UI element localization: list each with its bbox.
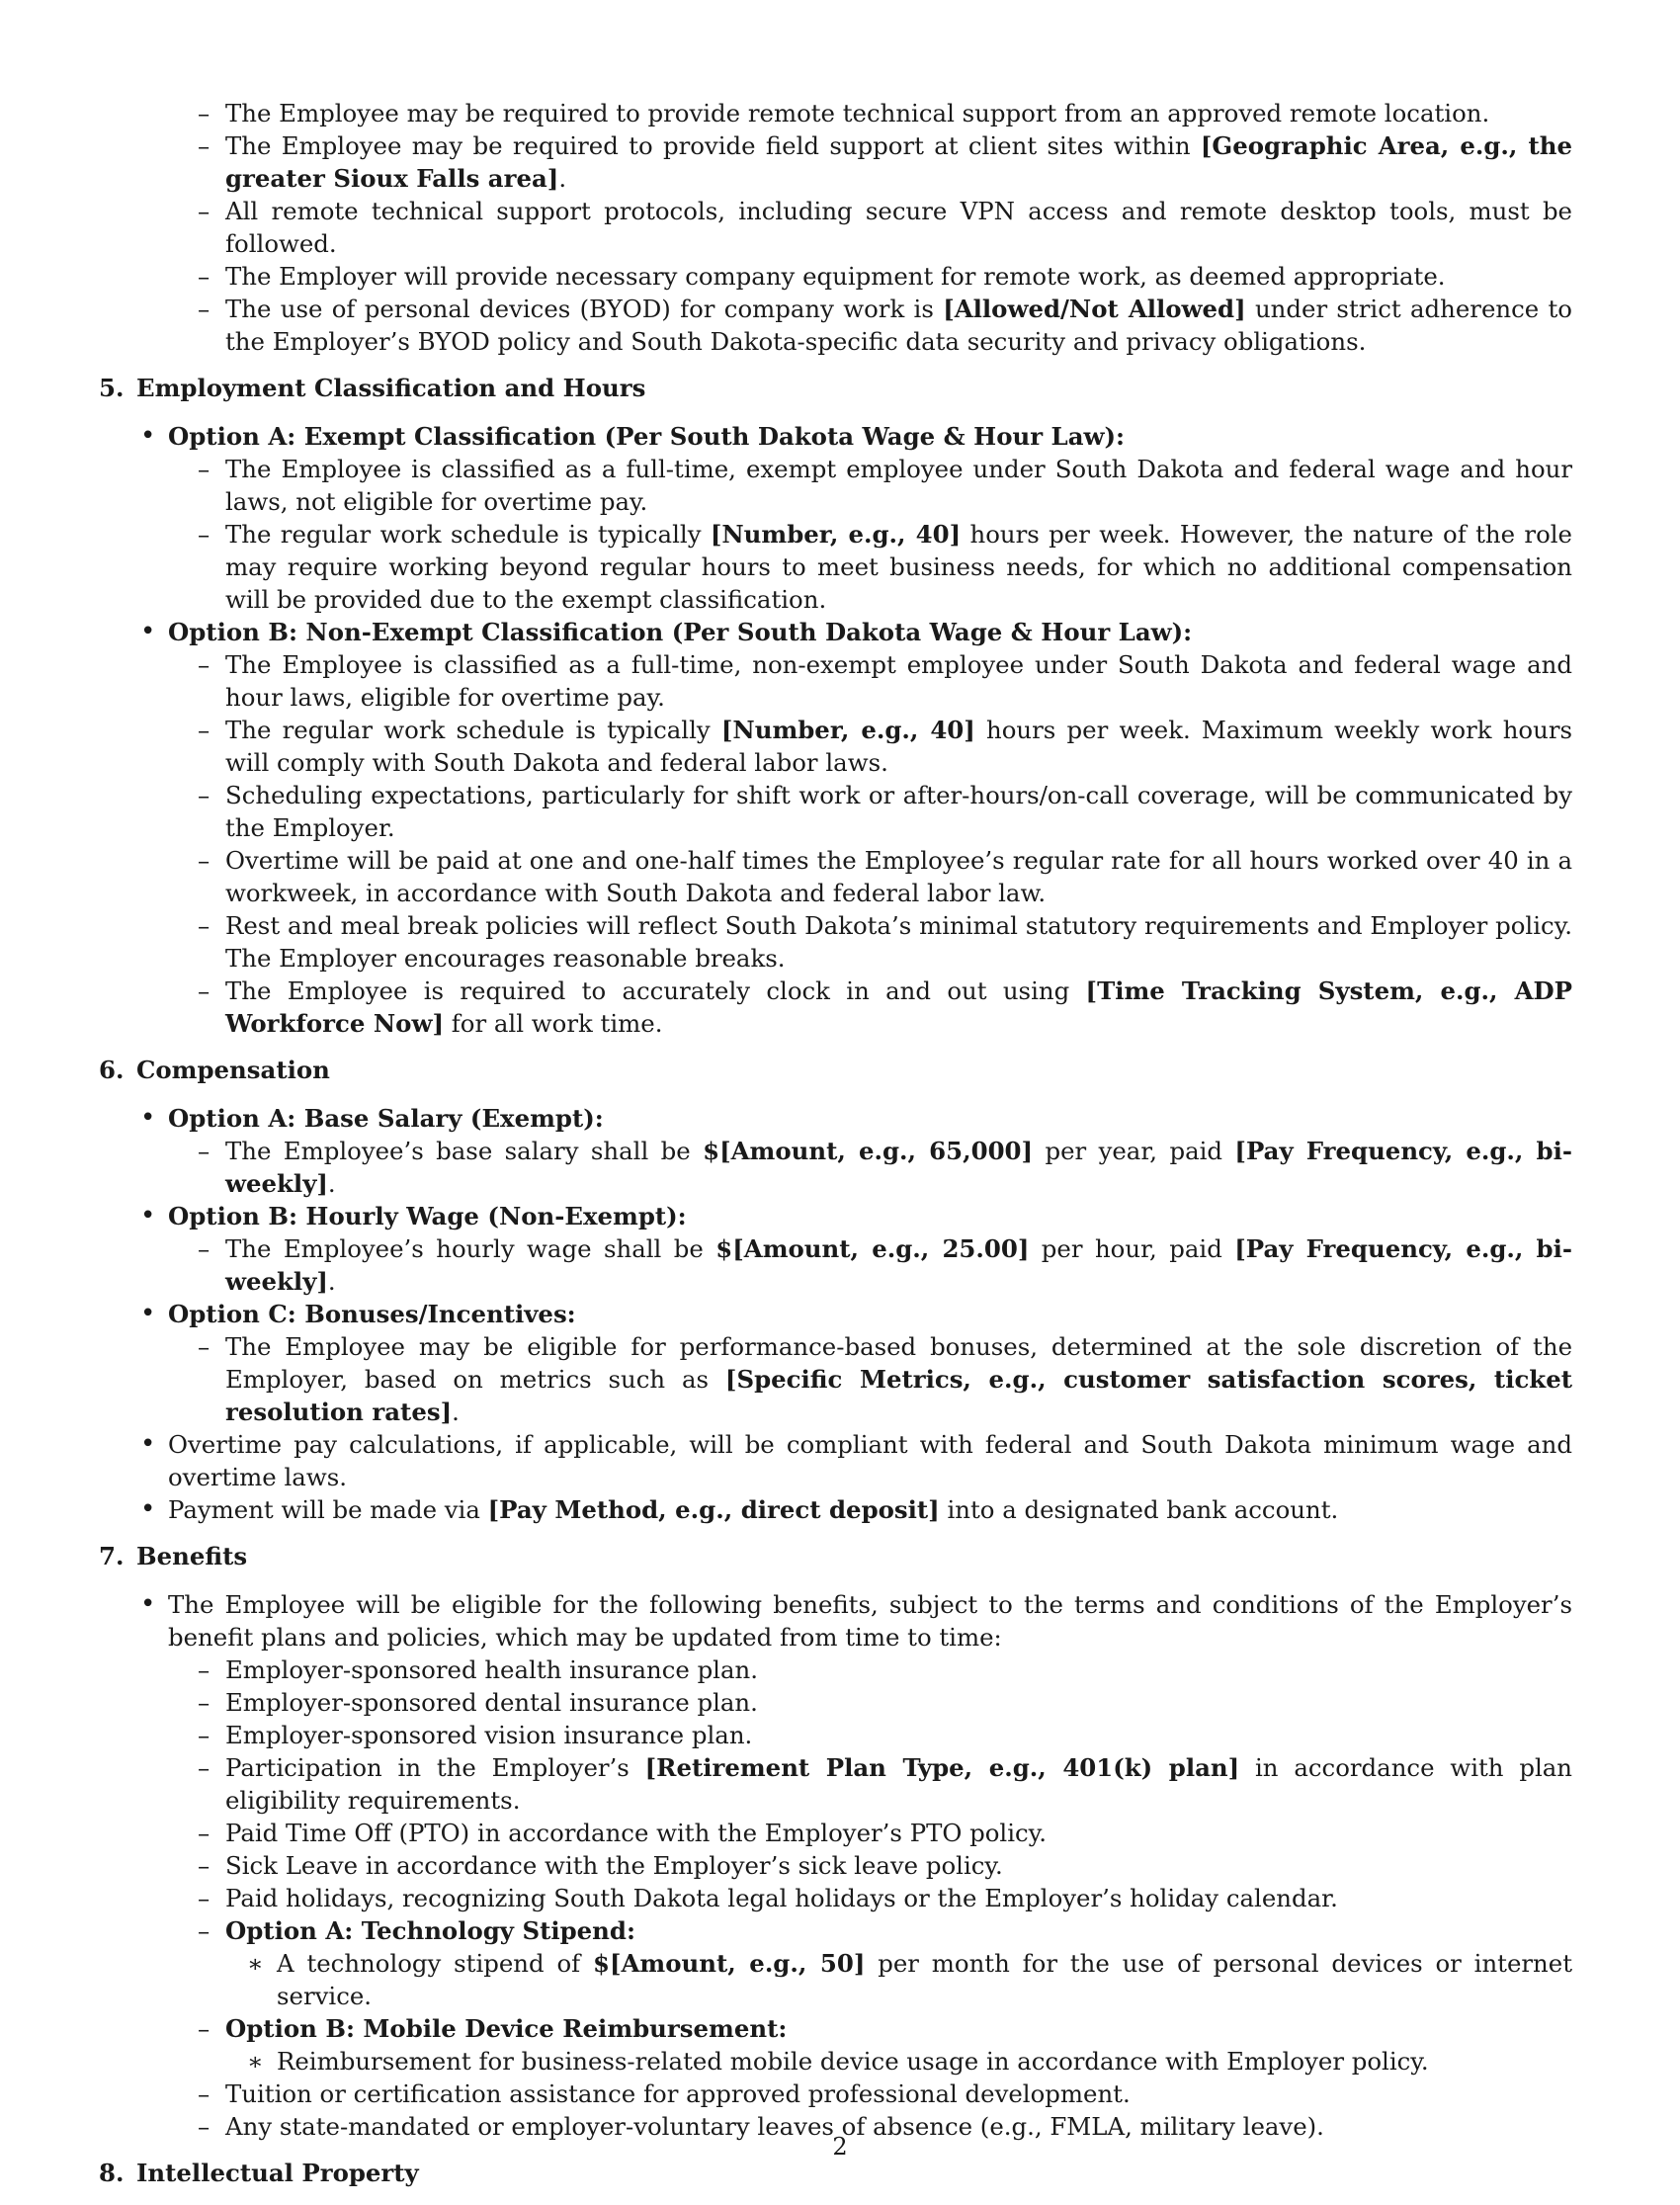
- option-heading: – Option B: Mobile Device Reimbursement:: [198, 2014, 788, 2043]
- section-heading-7: 7. Benefits: [99, 1542, 248, 1570]
- list-item: – The Employee’s hourly wage shall be $[Amount, e.g., 25.00] per hour, paid [Pay Frequency, e.g., bi-weekly].: [198, 1234, 1572, 1296]
- section-heading-8: 8. Intellectual Property: [99, 2159, 419, 2187]
- list-item: – The Employee’s base salary shall be $[Amount, e.g., 65,000] per year, paid [Pay Frequency, e.g., bi-weekly].: [198, 1137, 1572, 1198]
- section-heading-6: 6. Compensation: [99, 1056, 330, 1084]
- list-item: – All remote technical support protocols, including secure VPN access and remote desktop tools, must be followed.: [198, 197, 1572, 258]
- list-item: – Any state-mandated or employer-voluntary leaves of absence (e.g., FMLA, military leave).: [198, 2112, 1324, 2141]
- page-number: 2: [832, 2133, 848, 2161]
- list-item: – The Employee may be required to provide field support at client sites within [Geographic Area, e.g., the greater Sioux Falls area].: [198, 131, 1572, 193]
- list-item: • The Employee will be eligible for the following benefits, subject to the terms and conditions of the Employer’s benefit plans and policies, which may be updated from time to time:: [140, 1589, 1572, 1652]
- list-item: – Employer-sponsored dental insurance plan.: [198, 1688, 758, 1717]
- option-heading: • Option B: Non-Exempt Classification (Per South Dakota Wage & Hour Law):: [140, 617, 1193, 646]
- option-heading: • Option A: Base Salary (Exempt):: [140, 1103, 604, 1133]
- list-item: – Paid holidays, recognizing South Dakota legal holidays or the Employer’s holiday calendar.: [198, 1884, 1338, 1912]
- list-item: ∗ A technology stipend of $[Amount, e.g., 50] per month for the use of personal devices or internet service.: [247, 1949, 1572, 2010]
- list-item: – The Employee is required to accurately clock in and out using [Time Tracking System, e.g., ADP Workforce Now] for all work time.: [198, 976, 1572, 1038]
- list-item: – Scheduling expectations, particularly for shift work or after-hours/on-call coverage, will be communicated by the Employer.: [198, 781, 1572, 842]
- list-item: – Employer-sponsored health insurance plan.: [198, 1655, 758, 1684]
- list-item: – The Employee is classified as a full-time, exempt employee under South Dakota and federal wage and hour laws, not eligible for overtime pay.: [198, 455, 1572, 516]
- section-heading-5: 5. Employment Classification and Hours: [99, 374, 646, 402]
- list-item: – Participation in the Employer’s [Retirement Plan Type, e.g., 401(k) plan] in accordance with plan eligibility requirements.: [198, 1753, 1572, 1815]
- page-content: [99, 97, 1581, 2205]
- list-item: – The regular work schedule is typically [Number, e.g., 40] hours per week. However, the nature of the role may require working beyond regular hours to meet business needs, for which no additional compensation will be provided due to the exempt classification.: [198, 520, 1572, 614]
- list-item: – Tuition or certification assistance for approved professional development.: [198, 2079, 1131, 2108]
- list-item: – Overtime will be paid at one and one-half times the Employee’s regular rate for all hours worked over 40 in a workweek, in accordance with South Dakota and federal labor law.: [198, 846, 1572, 907]
- list-item: – Rest and meal break policies will reflect South Dakota’s minimal statutory requirements and Employer policy. The Employer encourages reasonable breaks.: [198, 911, 1572, 973]
- list-item: – Employer-sponsored vision insurance plan.: [198, 1721, 753, 1749]
- list-item: – The Employee may be eligible for performance-based bonuses, determined at the sole discretion of the Employer, based on metrics such as [Specific Metrics, e.g., customer satisfaction scores, ticket resolution rates].: [198, 1332, 1572, 1426]
- option-heading: • Option C: Bonuses/Incentives:: [140, 1299, 576, 1328]
- option-heading: – Option A: Technology Stipend:: [198, 1916, 635, 1945]
- list-item: – The use of personal devices (BYOD) for company work is [Allowed/Not Allowed] under strict adherence to the Employer’s BYOD policy and South Dakota-specific data security and privacy obligations.: [198, 295, 1572, 356]
- option-heading: • Option A: Exempt Classification (Per South Dakota Wage & Hour Law):: [140, 421, 1126, 451]
- list-item: – The Employer will provide necessary company equipment for remote work, as deemed appropriate.: [198, 262, 1446, 291]
- list-item: – Paid Time Off (PTO) in accordance with the Employer’s PTO policy.: [198, 1819, 1047, 1847]
- list-item: – The Employee may be required to provide remote technical support from an approved remote location.: [198, 99, 1490, 127]
- option-heading: • Option B: Hourly Wage (Non-Exempt):: [140, 1201, 687, 1230]
- list-item: ∗ Reimbursement for business-related mobile device usage in accordance with Employer policy.: [247, 2047, 1429, 2076]
- list-item: • Overtime pay calculations, if applicable, will be compliant with federal and South Dakota minimum wage and overtime laws.: [140, 1429, 1572, 1491]
- list-item: – Sick Leave in accordance with the Employer’s sick leave policy.: [198, 1851, 1003, 1880]
- list-item: – The regular work schedule is typically [Number, e.g., 40] hours per week. Maximum weekly work hours will comply with South Dakota and federal labor laws.: [198, 716, 1572, 777]
- list-item: – The Employee is classified as a full-time, non-exempt employee under South Dakota and federal wage and hour laws, eligible for overtime pay.: [198, 650, 1572, 712]
- list-item: • Payment will be made via [Pay Method, e.g., direct deposit] into a designated bank account.: [140, 1494, 1339, 1524]
